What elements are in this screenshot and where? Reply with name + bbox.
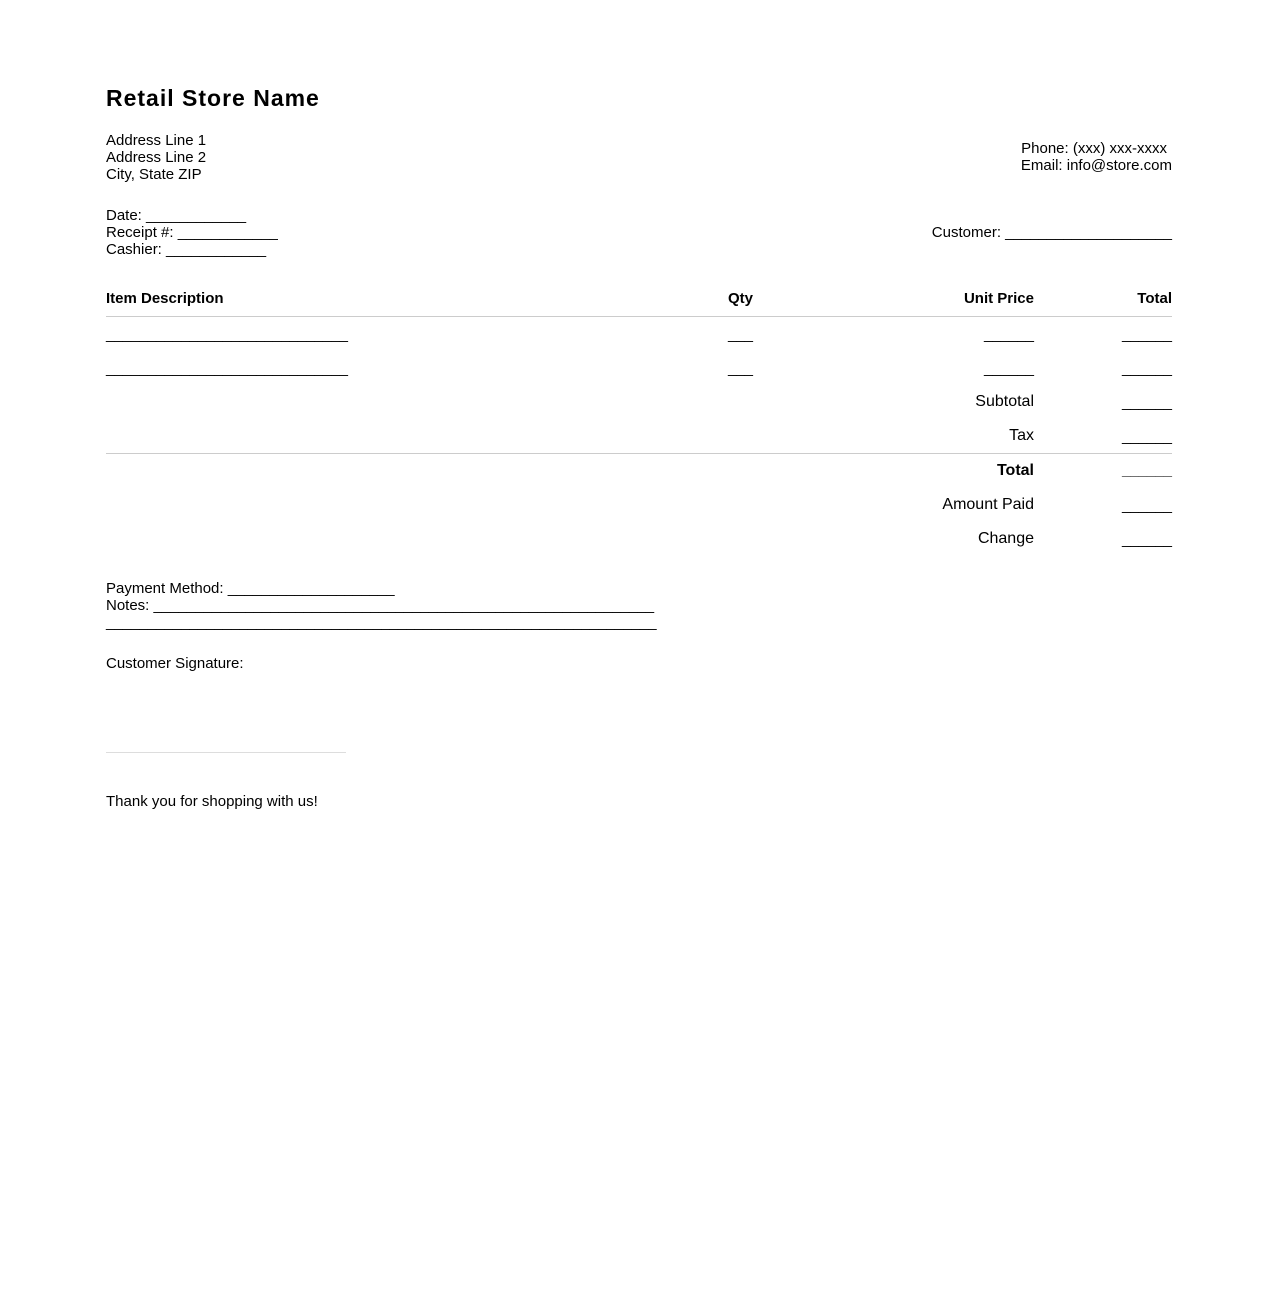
- address-line-1: Address Line 1: [106, 132, 207, 149]
- unit-price-blank[interactable]: ______: [983, 360, 1034, 377]
- amount-paid-blank[interactable]: ______: [1121, 497, 1172, 514]
- tax-label: Tax: [1009, 427, 1034, 444]
- receipt-number-field[interactable]: Receipt #: ____________: [106, 224, 278, 241]
- cashier-field[interactable]: Cashier: ____________: [106, 241, 267, 258]
- qty-blank[interactable]: ___: [728, 360, 754, 377]
- store-name: Retail Store Name: [106, 85, 320, 111]
- store-phone: Phone: (xxx) xxx-xxxx: [1021, 140, 1167, 157]
- line-total-blank[interactable]: ______: [1121, 326, 1172, 343]
- address-city: City, State ZIP: [106, 166, 202, 183]
- thank-you-message: Thank you for shopping with us!: [106, 793, 318, 810]
- line-total-blank[interactable]: ______: [1121, 360, 1172, 377]
- tax-blank[interactable]: ______: [1121, 428, 1172, 445]
- amount-paid-label: Amount Paid: [942, 496, 1034, 513]
- header-item-description: Item Description: [106, 290, 224, 307]
- address-line-2: Address Line 2: [106, 149, 207, 166]
- header-qty: Qty: [728, 290, 754, 307]
- notes-field[interactable]: Notes: ____________________________________________________________: [106, 597, 655, 614]
- change-label: Change: [977, 530, 1034, 547]
- date-field[interactable]: Date: ____________: [106, 207, 247, 224]
- total-divider: [106, 453, 1172, 454]
- store-email: Email: info@store.com: [1020, 157, 1172, 174]
- header-unit-price: Unit Price: [963, 290, 1034, 307]
- header-total: Total: [1137, 290, 1172, 307]
- payment-method-field[interactable]: Payment Method: ____________________: [106, 580, 395, 597]
- unit-price-blank[interactable]: ______: [983, 326, 1034, 343]
- qty-blank[interactable]: ___: [728, 326, 754, 343]
- total-label: Total: [996, 462, 1034, 479]
- customer-field[interactable]: Customer: ____________________: [931, 224, 1172, 241]
- subtotal-label: Subtotal: [975, 393, 1034, 410]
- header-divider: [106, 316, 1172, 317]
- subtotal-blank[interactable]: ______: [1121, 394, 1172, 411]
- change-blank[interactable]: ______: [1121, 531, 1172, 548]
- notes-line-2[interactable]: __________________________________________________________________: [106, 614, 657, 631]
- signature-label: Customer Signature:: [106, 655, 244, 672]
- item-description-blank[interactable]: _____________________________: [106, 360, 348, 377]
- item-description-blank[interactable]: _____________________________: [106, 326, 348, 343]
- signature-line[interactable]: [106, 752, 346, 753]
- total-blank[interactable]: ______: [1121, 462, 1172, 479]
